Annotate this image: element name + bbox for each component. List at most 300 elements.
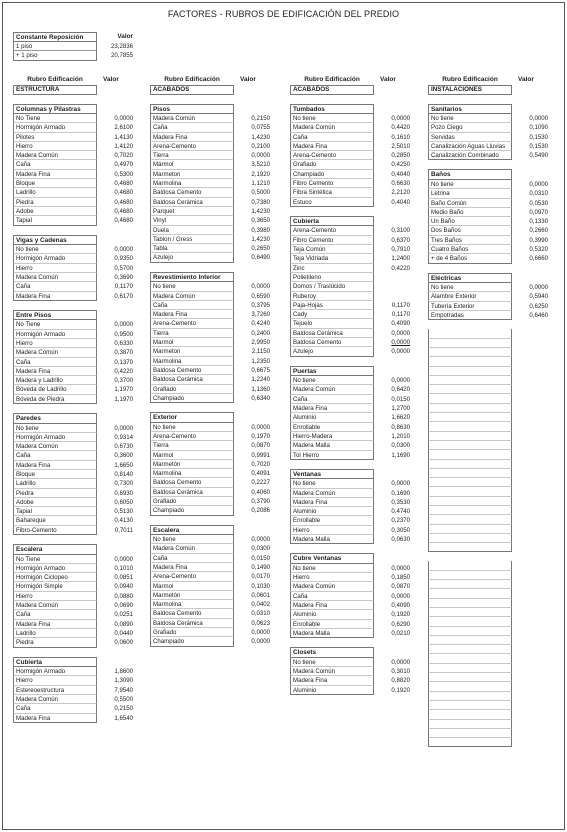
row-value: 0,5320 <box>529 246 548 254</box>
table-row <box>13 348 135 357</box>
row-value: 0,5940 <box>529 293 548 301</box>
empty-ruled-row <box>428 710 512 719</box>
table-row <box>150 600 272 609</box>
row-value: 0,1090 <box>529 124 548 132</box>
row-value: 0,1690 <box>391 489 410 497</box>
row-value: 0,0000 <box>114 424 133 432</box>
table-row <box>150 488 272 497</box>
table-row <box>290 413 412 422</box>
section <box>13 544 135 647</box>
table-row <box>150 188 272 197</box>
row-value: 0,1920 <box>391 611 410 619</box>
constante-row-name: + 1 piso <box>13 51 97 61</box>
row-name: Estuco <box>290 198 374 207</box>
row-name: Azulejo <box>150 253 234 262</box>
table-row <box>428 292 550 301</box>
row-value: 0,6730 <box>114 443 133 451</box>
table-row <box>13 339 135 348</box>
table-row <box>13 179 135 188</box>
row-name: Madera Fina <box>150 563 234 572</box>
empty-ruled-row <box>428 376 512 385</box>
row-name: Alambre Exterior <box>428 292 512 301</box>
row-value: 0,2370 <box>391 517 410 525</box>
table-row <box>290 151 412 160</box>
column-header-value: Valor <box>103 76 119 83</box>
row-name: Madera Común <box>290 385 374 394</box>
table-row <box>290 489 412 498</box>
table-row <box>150 451 272 460</box>
row-name: Madera Común <box>150 292 234 301</box>
row-name: Madera Común <box>13 151 97 160</box>
constante-header-value: Valor <box>117 33 133 40</box>
row-name: Servidas <box>428 133 512 142</box>
table-row <box>290 658 412 667</box>
row-value: 2,5010 <box>391 142 410 150</box>
row-name: Hierro <box>13 592 97 601</box>
row-name: No tiene <box>290 479 374 488</box>
row-name: No tiene <box>290 114 374 123</box>
row-name: Caña <box>290 133 374 142</box>
section <box>150 104 272 263</box>
row-name: Caña <box>290 592 374 601</box>
empty-ruled-row <box>428 720 512 729</box>
row-name: Madera Común <box>150 114 234 123</box>
table-row <box>13 526 135 535</box>
table-row <box>428 208 550 217</box>
row-name: Baldosa Cerámica <box>150 375 234 384</box>
row-name: Madera Fina <box>290 404 374 413</box>
table-row <box>290 319 412 328</box>
row-value: 0,0000 <box>391 348 410 356</box>
section-title: Cubierta <box>13 657 97 668</box>
row-value: 0,5500 <box>114 695 133 703</box>
row-value: 0,6050 <box>114 498 133 506</box>
table-row <box>13 123 135 132</box>
row-value: 0,0150 <box>391 395 410 403</box>
row-value: 1,1690 <box>391 451 410 459</box>
row-name: Caña <box>13 704 97 713</box>
row-name: Tabla <box>150 244 234 253</box>
empty-ruled-row <box>428 701 512 710</box>
row-name: Grafiado <box>150 385 234 394</box>
row-value: 0,2100 <box>251 142 270 150</box>
row-name: Madera Malla <box>290 629 374 638</box>
table-row <box>13 433 135 442</box>
row-value: 0,0600 <box>114 639 133 647</box>
table-row <box>13 555 135 564</box>
empty-ruled-row <box>428 460 512 469</box>
row-name: Caña <box>150 301 234 310</box>
row-value: 0,0000 <box>391 329 410 337</box>
row-value: 0,4680 <box>114 207 133 215</box>
row-value: 0,4250 <box>391 161 410 169</box>
table-row <box>13 620 135 629</box>
table-row <box>290 601 412 610</box>
section-title: Entre Pisos <box>13 310 97 321</box>
row-name: Medio Baño <box>428 208 512 217</box>
row-name: Madera Fina <box>13 461 97 470</box>
row-name: Ruberoy <box>290 292 374 301</box>
section-title: Escalera <box>13 544 97 555</box>
row-name: Arena-Cemento <box>150 319 234 328</box>
row-value: 0,4680 <box>114 189 133 197</box>
row-value: 0,4740 <box>391 508 410 516</box>
table-row <box>150 292 272 301</box>
empty-ruled-row <box>428 534 512 543</box>
row-value: 0,0000 <box>529 115 548 122</box>
table-row <box>150 394 272 403</box>
row-value <box>374 273 412 282</box>
row-value: 0,0000 <box>391 480 410 488</box>
row-value: 0,9500 <box>114 330 133 338</box>
section <box>13 657 135 723</box>
row-name: No tiene <box>13 245 97 254</box>
section-title: Exterior <box>150 412 234 423</box>
row-value: 0,1370 <box>114 358 133 366</box>
row-name: Hierro <box>13 264 97 273</box>
constante-row-value: 23,2836 <box>110 42 133 50</box>
column-acabados-2 <box>290 75 412 695</box>
row-name: Marmolina <box>150 469 234 478</box>
section-title: Eléctricas <box>428 273 512 284</box>
table-row <box>290 245 412 254</box>
row-value: 1,6650 <box>114 461 133 469</box>
table-row <box>13 160 135 169</box>
column-acabados-1 <box>150 75 272 647</box>
row-name: Hormigón Ciclopeo <box>13 573 97 582</box>
row-value: 0,4220 <box>114 367 133 375</box>
section <box>13 235 135 301</box>
table-row <box>428 311 550 320</box>
row-name: Hormigón Armado <box>13 254 97 263</box>
table-row <box>290 170 412 179</box>
row-value: 0,0000 <box>114 115 133 122</box>
row-value: 0,0970 <box>529 208 548 216</box>
row-value: 0,8140 <box>114 471 133 478</box>
row-name: No Tiene <box>13 320 97 329</box>
page-title: FACTORES - RUBROS DE EDIFICACIÓN DEL PREDIO <box>167 9 400 19</box>
row-value: 1,2350 <box>251 357 270 365</box>
row-value: 1,2240 <box>251 376 270 384</box>
table-row <box>150 554 272 563</box>
row-name: Pozo Ciego <box>428 123 512 132</box>
section <box>290 216 412 357</box>
row-name: Adobe <box>13 207 97 216</box>
table-row <box>13 667 135 676</box>
row-value: 0,1610 <box>391 133 410 141</box>
row-name: Adobe <box>13 498 97 507</box>
table-row <box>290 160 412 169</box>
row-name: Fibra Sintética <box>290 188 374 197</box>
row-value: 0,8630 <box>391 423 410 431</box>
row-name: Ladrillo <box>13 479 97 488</box>
empty-ruled-row <box>428 571 512 580</box>
row-value: 0,7910 <box>391 246 410 254</box>
empty-ruled-row <box>428 645 512 654</box>
table-row <box>150 198 272 207</box>
empty-ruled-row <box>428 357 512 366</box>
row-value: 0,6630 <box>391 180 410 188</box>
table-row <box>13 424 135 433</box>
table-row <box>13 582 135 591</box>
row-value: 0,0630 <box>391 536 410 544</box>
row-value: 0,0000 <box>391 592 410 600</box>
constante-row-name: 1 piso <box>13 42 97 52</box>
row-value: 0,6930 <box>114 489 133 497</box>
row-value: 0,4680 <box>114 180 133 188</box>
empty-ruled-row <box>428 404 512 413</box>
row-value: 1,1970 <box>114 395 133 403</box>
table-row <box>13 489 135 498</box>
section <box>150 412 272 515</box>
column-header-name: Rubro Edificación <box>27 76 83 83</box>
empty-ruled-row <box>428 497 512 506</box>
section <box>150 525 272 647</box>
row-name: Baldosa Cerámica <box>290 329 374 338</box>
row-value: 0,0000 <box>251 536 270 544</box>
empty-ruled-row <box>428 515 512 524</box>
table-row <box>13 376 135 385</box>
row-name: Caña <box>13 451 97 460</box>
section-title: Baños <box>428 169 512 180</box>
row-name: Tablon / Gress <box>150 235 234 244</box>
row-value: 0,4130 <box>114 517 133 525</box>
row-name: Champiado <box>150 637 234 646</box>
row-name: No Tiene <box>13 114 97 123</box>
row-name: Madera Fina <box>13 620 97 629</box>
table-row <box>13 207 135 216</box>
section-title: Cubierta <box>290 216 374 227</box>
row-value: 0,2150 <box>251 115 270 122</box>
row-value: 0,5000 <box>251 189 270 197</box>
table-row <box>428 142 550 151</box>
row-value: 0,0623 <box>251 619 270 627</box>
empty-ruled-box <box>428 561 550 747</box>
table-row <box>13 330 135 339</box>
row-name: Aluminio <box>290 507 374 516</box>
table-row <box>290 667 412 676</box>
table-row <box>150 423 272 432</box>
row-name: Aluminio <box>290 686 374 695</box>
row-value: 0,6290 <box>391 620 410 628</box>
constante-header-name: Constante Reposición <box>13 32 97 42</box>
row-value: 0,0530 <box>529 199 548 207</box>
row-name: Madera Fina <box>13 170 97 179</box>
row-name: No tiene <box>428 283 512 292</box>
table-row <box>290 498 412 507</box>
table-row <box>290 564 412 573</box>
table-row <box>13 142 135 151</box>
row-value: 0,6675 <box>251 366 270 374</box>
table-row <box>428 151 550 160</box>
table-row <box>290 592 412 601</box>
row-name: Tierra <box>150 151 234 160</box>
row-value: 0,4091 <box>251 470 270 478</box>
table-row <box>428 189 550 198</box>
row-value: 0,0000 <box>251 283 270 291</box>
row-value: 0,6460 <box>529 312 548 320</box>
row-value: 0,0310 <box>529 190 548 198</box>
row-value: 0,5300 <box>114 170 133 178</box>
empty-ruled-box <box>428 329 550 552</box>
table-row <box>150 347 272 356</box>
row-value: 0,1170 <box>391 311 410 319</box>
row-value: 0,4420 <box>391 124 410 132</box>
row-value: 0,0440 <box>114 629 133 637</box>
table-row <box>290 179 412 188</box>
constante-row <box>13 51 138 61</box>
row-value: 0,9350 <box>114 255 133 263</box>
table-row <box>150 637 272 646</box>
table-row <box>290 620 412 629</box>
row-value: 0,0300 <box>391 442 410 450</box>
row-name: Parquet <box>150 207 234 216</box>
table-row <box>290 301 412 310</box>
section-title: Columnas y Pilastras <box>13 104 97 115</box>
section-title: Pisos <box>150 104 234 115</box>
empty-ruled-row <box>428 664 512 673</box>
row-value: 0,0755 <box>251 124 270 132</box>
row-name: Ladrillo <box>13 629 97 638</box>
column-category: ESTRUCTURA <box>13 85 97 95</box>
row-value: 0,4040 <box>391 170 410 178</box>
row-name: Bóveda de Ladrillo <box>13 385 97 394</box>
row-value: 0,4090 <box>391 320 410 328</box>
table-row <box>428 133 550 142</box>
row-value: 0,3790 <box>251 497 270 505</box>
row-value: 0,0690 <box>114 602 133 610</box>
row-name: Azulejo <box>290 347 374 356</box>
section-title: Revestimiento Interior <box>150 272 234 283</box>
row-value: 0,4040 <box>391 198 410 206</box>
table-row <box>290 404 412 413</box>
row-value: 0,4060 <box>251 488 270 496</box>
row-value: 0,2086 <box>251 507 270 515</box>
row-name: Madera Malla <box>290 441 374 450</box>
row-value: 0,0000 <box>391 115 410 122</box>
table-row <box>290 226 412 235</box>
row-value: 2,1150 <box>251 348 270 356</box>
empty-ruled-row <box>428 450 512 459</box>
row-value: 0,2150 <box>114 705 133 713</box>
table-row <box>13 385 135 394</box>
section <box>13 310 135 404</box>
row-name: Caña <box>13 610 97 619</box>
row-value: 0,0150 <box>251 554 270 562</box>
row-name: Tres Baños <box>428 236 512 245</box>
table-row <box>13 592 135 601</box>
row-value: 0,3990 <box>529 236 548 244</box>
row-value: 0,8820 <box>391 677 410 685</box>
table-row <box>150 216 272 225</box>
column-header <box>13 75 135 84</box>
table-row <box>290 292 412 301</box>
row-value: 0,2227 <box>251 479 270 487</box>
row-value: 0,0000 <box>251 629 270 637</box>
row-name: No Tiene <box>13 555 97 564</box>
row-value: 0,1330 <box>529 218 548 226</box>
row-name: Baldosa Cemento <box>150 478 234 487</box>
table-row <box>428 254 550 263</box>
row-name: Aluminio <box>290 610 374 619</box>
table-row <box>150 226 272 235</box>
empty-ruled-row <box>428 385 512 394</box>
row-name: Mármol <box>150 160 234 169</box>
table-row <box>150 170 272 179</box>
row-name: Canalización Combinado <box>428 151 512 160</box>
row-value: 0,0000 <box>114 321 133 329</box>
row-name: Enrollable <box>290 423 374 432</box>
row-value: 2,9950 <box>251 339 270 347</box>
empty-ruled-row <box>428 394 512 403</box>
row-name: Hormigón Armado <box>13 667 97 676</box>
table-row <box>150 123 272 132</box>
column-header-value: Valor <box>518 76 534 83</box>
row-name: No tiene <box>428 180 512 189</box>
row-name: Piedra <box>13 638 97 647</box>
row-name: Letrina <box>428 189 512 198</box>
row-name: Hierro <box>13 676 97 685</box>
table-row <box>150 506 272 515</box>
row-name: Arena-Cemento <box>150 572 234 581</box>
section-title: Puertas <box>290 366 374 377</box>
row-name: Baldosa Cemento <box>150 188 234 197</box>
table-row <box>150 310 272 319</box>
row-name: Teja Común <box>290 245 374 254</box>
row-value: 0,3980 <box>251 226 270 234</box>
table-row <box>428 199 550 208</box>
row-name: Caña <box>290 395 374 404</box>
row-name: Marmolina <box>150 600 234 609</box>
row-value: 0,0000 <box>529 284 548 292</box>
table-row <box>150 338 272 347</box>
row-name: Vinyl <box>150 216 234 225</box>
empty-ruled-row <box>428 478 512 487</box>
table-row <box>290 114 412 123</box>
column-category: INSTALACIONES <box>428 85 512 95</box>
section <box>290 469 412 545</box>
table-row <box>13 516 135 525</box>
row-name: Pilotes <box>13 133 97 142</box>
table-row <box>290 516 412 525</box>
table-row <box>150 572 272 581</box>
section-title: Paredes <box>13 413 97 424</box>
row-name: Marmol <box>150 582 234 591</box>
row-value: 1,1970 <box>114 386 133 394</box>
section-title: Vigas y Cadenas <box>13 235 97 246</box>
row-value: 0,5700 <box>114 264 133 272</box>
row-name: Arena-Cemento <box>290 151 374 160</box>
table-row <box>150 142 272 151</box>
section <box>290 647 412 695</box>
empty-ruled-row <box>428 441 512 450</box>
table-row <box>13 461 135 470</box>
table-row <box>13 133 135 142</box>
row-value: 0,0000 <box>114 246 133 254</box>
row-value: 0,9991 <box>251 451 270 459</box>
row-name: Madera Fina <box>150 133 234 142</box>
row-name: No tiene <box>290 658 374 667</box>
table-row <box>13 254 135 263</box>
row-name: Duela <box>150 226 234 235</box>
table-row <box>428 283 550 292</box>
row-name: Grafiado <box>150 497 234 506</box>
row-value: 0,0000 <box>251 152 270 160</box>
section <box>150 272 272 403</box>
row-name: Caña <box>13 282 97 291</box>
row-name: Hormigón Armado <box>13 123 97 132</box>
row-name: Hierro <box>13 339 97 348</box>
